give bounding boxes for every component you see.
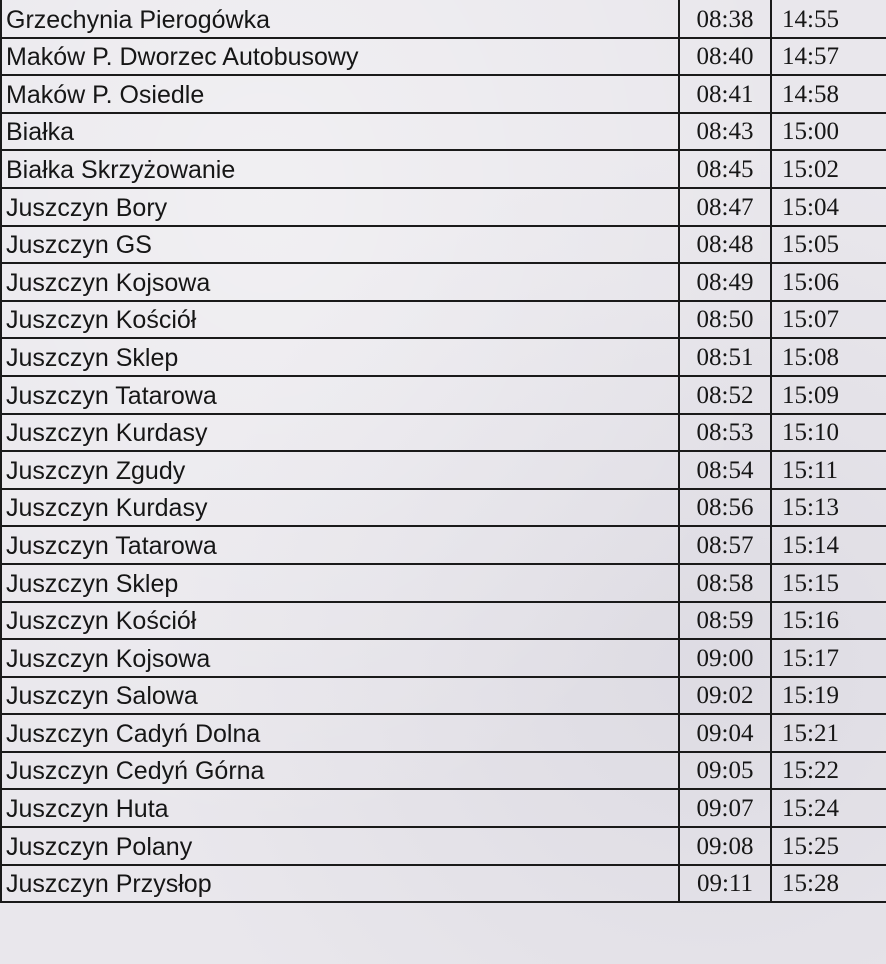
departure-time-2: 15:10 (771, 414, 886, 452)
table-row (1, 451, 886, 489)
departure-time-1: 08:52 (679, 376, 771, 414)
table-row (1, 526, 886, 564)
departure-time-1: 08:54 (679, 451, 771, 489)
departure-time-1: 09:11 (679, 865, 771, 903)
stop-name: Juszczyn Cadyń Dolna (1, 714, 679, 752)
departure-time-1: 08:53 (679, 414, 771, 452)
table-row (1, 714, 886, 752)
departure-time-1: 08:40 (679, 38, 771, 76)
departure-time-1: 08:57 (679, 526, 771, 564)
departure-time-1: 08:48 (679, 226, 771, 264)
table-row (1, 113, 886, 151)
departure-time-2: 15:05 (771, 226, 886, 264)
table-row (1, 602, 886, 640)
departure-time-2: 15:06 (771, 263, 886, 301)
departure-time-1: 09:04 (679, 714, 771, 752)
departure-time-1: 08:56 (679, 489, 771, 527)
departure-time-2: 15:08 (771, 338, 886, 376)
stop-name: Maków P. Osiedle (1, 75, 679, 113)
departure-time-1: 08:50 (679, 301, 771, 339)
table-row (1, 865, 886, 903)
departure-time-2: 15:13 (771, 489, 886, 527)
departure-time-2: 15:19 (771, 677, 886, 715)
departure-time-2: 15:07 (771, 301, 886, 339)
departure-time-1: 09:02 (679, 677, 771, 715)
table-row (1, 38, 886, 76)
departure-time-1: 08:43 (679, 113, 771, 151)
stop-name: Juszczyn Kościół (1, 301, 679, 339)
stop-name: Juszczyn Cedyń Górna (1, 752, 679, 790)
departure-time-2: 15:14 (771, 526, 886, 564)
table-row (1, 75, 886, 113)
table-row (1, 639, 886, 677)
table-row (1, 827, 886, 865)
departure-time-2: 15:16 (771, 602, 886, 640)
stop-name: Juszczyn Kościół (1, 602, 679, 640)
timetable-body (1, 0, 886, 902)
stop-name: Juszczyn Przysłop (1, 865, 679, 903)
table-row (1, 789, 886, 827)
departure-time-1: 09:07 (679, 789, 771, 827)
departure-time-2: 15:04 (771, 188, 886, 226)
departure-time-2: 15:17 (771, 639, 886, 677)
departure-time-2: 14:58 (771, 75, 886, 113)
departure-time-1: 08:41 (679, 75, 771, 113)
departure-time-2: 15:00 (771, 113, 886, 151)
departure-time-1: 08:59 (679, 602, 771, 640)
stop-name: Juszczyn Salowa (1, 677, 679, 715)
table-row (1, 489, 886, 527)
departure-time-2: 14:55 (771, 0, 886, 38)
departure-time-2: 15:11 (771, 451, 886, 489)
stop-name: Juszczyn Tatarowa (1, 526, 679, 564)
table-row (1, 677, 886, 715)
stop-name: Juszczyn GS (1, 226, 679, 264)
stop-name: Juszczyn Zgudy (1, 451, 679, 489)
departure-time-2: 15:28 (771, 865, 886, 903)
stop-name: Białka Skrzyżowanie (1, 150, 679, 188)
departure-time-2: 15:22 (771, 752, 886, 790)
table-row (1, 150, 886, 188)
stop-name: Juszczyn Kojsowa (1, 639, 679, 677)
table-row (1, 564, 886, 602)
stop-name: Juszczyn Huta (1, 789, 679, 827)
stop-name: Juszczyn Polany (1, 827, 679, 865)
table-row (1, 752, 886, 790)
departure-time-2: 15:15 (771, 564, 886, 602)
departure-time-1: 08:45 (679, 150, 771, 188)
stop-name: Juszczyn Sklep (1, 564, 679, 602)
departure-time-2: 15:24 (771, 789, 886, 827)
departure-time-2: 15:21 (771, 714, 886, 752)
departure-time-1: 08:51 (679, 338, 771, 376)
stop-name: Juszczyn Tatarowa (1, 376, 679, 414)
stop-name: Grzechynia Pierogówka (1, 0, 679, 38)
table-row (1, 263, 886, 301)
departure-time-2: 14:57 (771, 38, 886, 76)
stop-name: Juszczyn Kurdasy (1, 489, 679, 527)
table-row (1, 414, 886, 452)
table-row (1, 0, 886, 38)
stop-name: Juszczyn Sklep (1, 338, 679, 376)
departure-time-1: 09:00 (679, 639, 771, 677)
departure-time-1: 08:38 (679, 0, 771, 38)
departure-time-2: 15:09 (771, 376, 886, 414)
departure-time-1: 09:05 (679, 752, 771, 790)
stop-name: Juszczyn Kurdasy (1, 414, 679, 452)
departure-time-2: 15:25 (771, 827, 886, 865)
stop-name: Juszczyn Kojsowa (1, 263, 679, 301)
table-row (1, 376, 886, 414)
departure-time-1: 08:58 (679, 564, 771, 602)
table-row (1, 338, 886, 376)
departure-time-1: 08:47 (679, 188, 771, 226)
table-row (1, 226, 886, 264)
stop-name: Juszczyn Bory (1, 188, 679, 226)
departure-time-1: 08:49 (679, 263, 771, 301)
table-row (1, 188, 886, 226)
departure-time-1: 09:08 (679, 827, 771, 865)
departure-time-2: 15:02 (771, 150, 886, 188)
stop-name: Białka (1, 113, 679, 151)
stop-name: Maków P. Dworzec Autobusowy (1, 38, 679, 76)
table-row (1, 301, 886, 339)
